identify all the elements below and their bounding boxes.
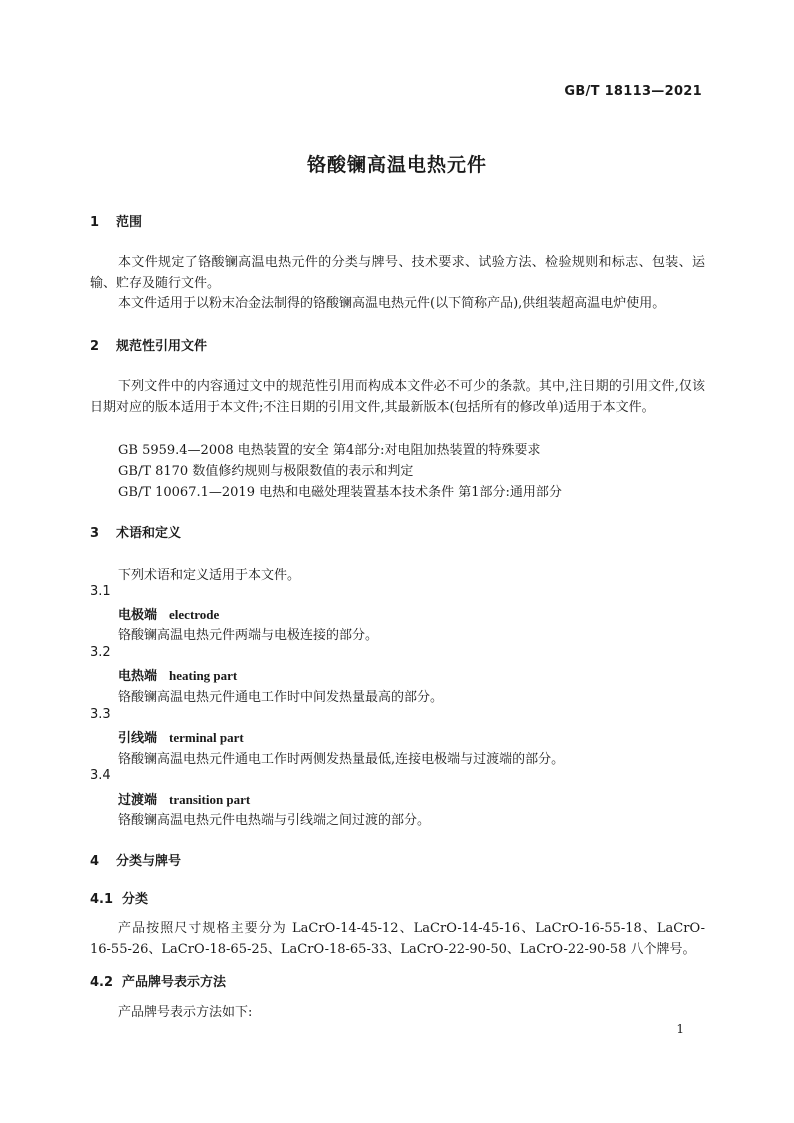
- subsection-title: 分类: [122, 892, 149, 907]
- section-number: 3: [90, 526, 100, 541]
- subsection-4-2-text: 产品牌号表示方法如下:: [118, 1005, 253, 1020]
- term-chinese: 电热端: [118, 669, 158, 684]
- section-title: 规范性引用文件: [116, 339, 208, 354]
- term-number: 3.3: [90, 707, 111, 722]
- term-entry: [118, 727, 244, 746]
- term-entry: [118, 604, 219, 623]
- document-title: 铬酸镧高温电热元件: [306, 154, 487, 176]
- term-english: electrode: [169, 607, 220, 622]
- section-4-heading: [90, 850, 181, 869]
- term-number: 3.4: [90, 768, 111, 783]
- term-chinese: 过渡端: [118, 793, 158, 808]
- term-entry: [118, 789, 250, 808]
- normative-reference: GB/T 10067.1—2019 电热和电磁处理装置基本技术条件 第1部分:通用部分: [118, 485, 562, 500]
- normative-reference: GB 5959.4—2008 电热装置的安全 第4部分:对电阻加热装置的特殊要求: [118, 443, 541, 458]
- subsection-title: 产品牌号表示方法: [122, 975, 227, 990]
- section-1-paragraph-1: 本文件规定了铬酸镧高温电热元件的分类与牌号、技术要求、试验方法、检验规则和标志、包装、运输、贮存及随行文件。: [90, 255, 705, 291]
- standard-code: GB/T 18113—2021: [564, 84, 702, 99]
- term-english: heating part: [169, 668, 238, 683]
- subsection-4-1-text: 产品按照尺寸规格主要分为 LaCrO-14-45-12、LaCrO-14-45-16、LaCrO-16-55-18、LaCrO-16-55-26、LaCrO-18-65-25、LaCrO-18-65-33、LaCrO-22-90-50、LaCrO-22-90-58 八个牌号。: [90, 921, 705, 957]
- term-chinese: 电极端: [118, 608, 158, 623]
- term-entry: [118, 665, 237, 684]
- section-1-paragraph-2: 本文件适用于以粉末冶金法制得的铬酸镧高温电热元件(以下简称产品),供组装超高温电炉使用。: [118, 296, 666, 311]
- page-number: 1: [676, 1022, 684, 1036]
- section-1-heading: [90, 211, 142, 230]
- section-2-intro: 下列文件中的内容通过文中的规范性引用而构成本文件必不可少的条款。其中,注日期的引用文件,仅该日期对应的版本适用于本文件;不注日期的引用文件,其最新版本(包括所有的修改单)适用于本文件。: [90, 379, 705, 415]
- term-definition: 铬酸镧高温电热元件电热端与引线端之间过渡的部分。: [118, 813, 431, 828]
- section-number: 4: [90, 854, 100, 869]
- section-3-heading: [90, 522, 181, 541]
- section-3-intro: 下列术语和定义适用于本文件。: [118, 568, 301, 583]
- term-definition: 铬酸镧高温电热元件通电工作时两侧发热量最低,连接电极端与过渡端的部分。: [118, 752, 565, 767]
- term-english: transition part: [169, 792, 251, 807]
- term-definition: 铬酸镧高温电热元件通电工作时中间发热量最高的部分。: [118, 690, 444, 705]
- section-title: 分类与牌号: [116, 854, 182, 869]
- section-number: 2: [90, 339, 100, 354]
- subsection-number: 4.2: [90, 975, 114, 990]
- term-number: 3.1: [90, 584, 111, 599]
- section-2-heading: [90, 335, 207, 354]
- term-chinese: 引线端: [118, 731, 158, 746]
- section-number: 1: [90, 215, 100, 230]
- subsection-4-1-heading: [90, 888, 148, 907]
- section-title: 范围: [116, 215, 143, 230]
- subsection-4-2-heading: [90, 971, 226, 990]
- term-definition: 铬酸镧高温电热元件两端与电极连接的部分。: [118, 628, 379, 643]
- subsection-number: 4.1: [90, 892, 114, 907]
- normative-reference: GB/T 8170 数值修约规则与极限数值的表示和判定: [118, 464, 414, 479]
- term-number: 3.2: [90, 645, 111, 660]
- term-english: terminal part: [169, 730, 244, 745]
- section-title: 术语和定义: [116, 526, 182, 541]
